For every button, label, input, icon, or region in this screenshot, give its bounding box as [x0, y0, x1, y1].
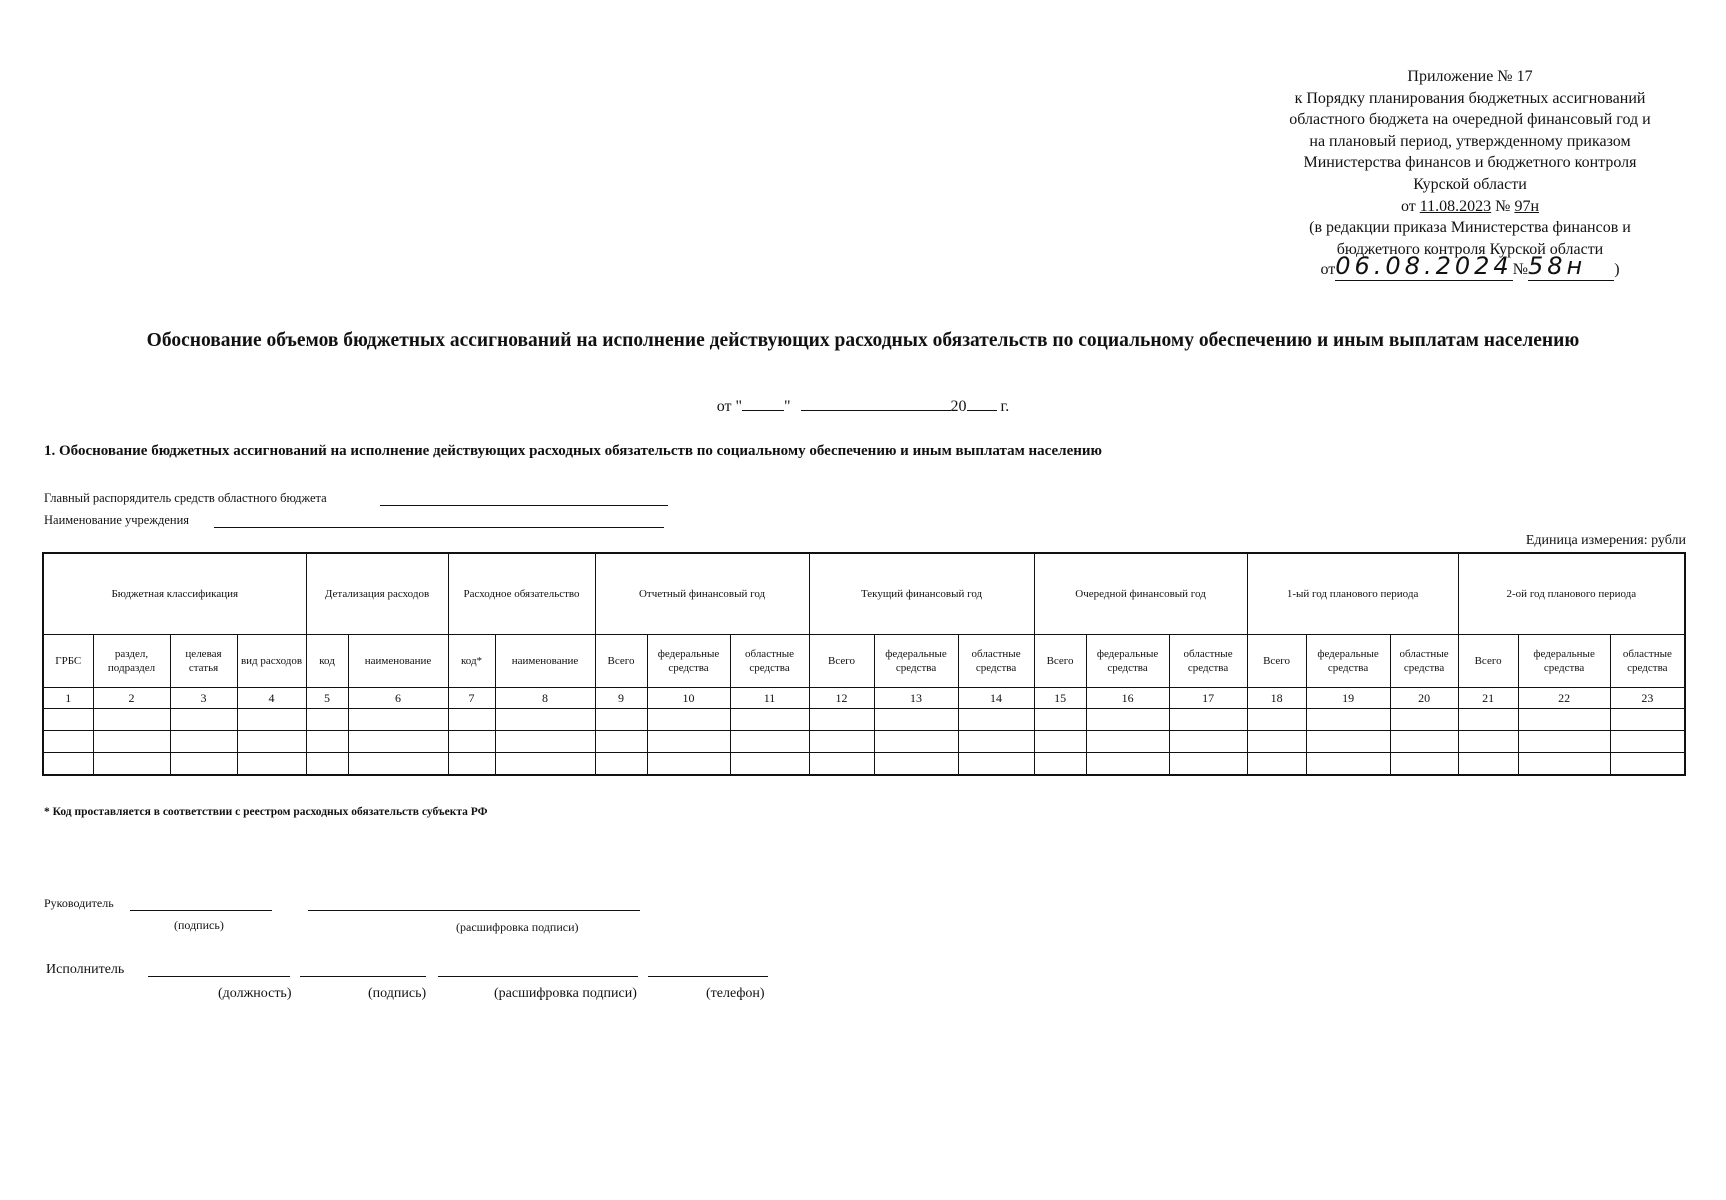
edition-number-handwritten: 58н — [1528, 252, 1614, 281]
sub-header: федеральные средства — [647, 635, 730, 688]
table-cell[interactable] — [495, 731, 595, 753]
table-cell[interactable] — [237, 709, 306, 731]
table-cell[interactable] — [170, 731, 237, 753]
table-cell[interactable] — [1034, 709, 1086, 731]
sub-header: областные средства — [1610, 635, 1685, 688]
table-cell[interactable] — [1086, 731, 1169, 753]
order-no-sign: № — [1495, 197, 1511, 215]
institution-input-line[interactable] — [214, 527, 664, 528]
exec-sign-caption: (подпись) — [368, 986, 427, 1001]
column-number: 15 — [1034, 688, 1086, 709]
year-blank[interactable] — [967, 396, 997, 411]
executor-label: Исполнитель — [46, 962, 125, 977]
sub-header: областные средства — [1390, 635, 1458, 688]
table-cell[interactable] — [647, 709, 730, 731]
table-cell[interactable] — [595, 731, 647, 753]
table-cell[interactable] — [1390, 731, 1458, 753]
sub-header: наименование — [495, 635, 595, 688]
table-cell[interactable] — [1458, 753, 1518, 776]
institution-field — [44, 513, 189, 528]
table-cell[interactable] — [1086, 753, 1169, 776]
column-number: 20 — [1390, 688, 1458, 709]
table-cell[interactable] — [495, 709, 595, 731]
sub-header: вид расходов — [237, 635, 306, 688]
sub-header: целевая статья — [170, 635, 237, 688]
table-cell[interactable] — [43, 753, 93, 776]
group-header: Текущий финансовый год — [809, 553, 1034, 635]
unit-label: Единица измерения: рубли — [1525, 533, 1686, 548]
column-number: 19 — [1306, 688, 1390, 709]
year-prefix: 20 — [950, 398, 967, 415]
table-cell[interactable] — [958, 709, 1034, 731]
table-cell[interactable] — [874, 731, 958, 753]
column-number: 3 — [170, 688, 237, 709]
column-number: 21 — [1458, 688, 1518, 709]
table-cell[interactable] — [1610, 709, 1685, 731]
table-cell[interactable] — [1518, 709, 1610, 731]
exec-phone-caption: (телефон) — [706, 986, 765, 1001]
column-number: 11 — [730, 688, 809, 709]
table-cell[interactable] — [495, 753, 595, 776]
column-number: 18 — [1247, 688, 1306, 709]
column-number: 9 — [595, 688, 647, 709]
table-cell[interactable] — [348, 753, 448, 776]
grbs-input-line[interactable] — [380, 505, 668, 506]
institution-label: Наименование учреждения — [44, 513, 190, 527]
table-cell[interactable] — [874, 709, 958, 731]
order-reference — [1240, 196, 1700, 218]
table-cell[interactable] — [170, 753, 237, 776]
date-suffix: г. — [1000, 398, 1010, 415]
table-cell[interactable] — [170, 709, 237, 731]
table-cell[interactable] — [730, 709, 809, 731]
appendix-line: областного бюджета на очередной финансовый год и — [1289, 111, 1651, 129]
order-number: 97н — [1514, 197, 1539, 215]
table-cell[interactable] — [348, 731, 448, 753]
sub-header: Всего — [595, 635, 647, 688]
table-row — [43, 753, 1685, 776]
table-cell[interactable] — [237, 753, 306, 776]
table-row — [43, 731, 1685, 753]
head-label: Руководитель — [44, 896, 114, 910]
sub-header: федеральные средства — [1518, 635, 1610, 688]
group-header: 1-ый год планового периода — [1247, 553, 1458, 635]
day-blank[interactable] — [742, 396, 784, 411]
date-line — [0, 396, 1726, 416]
table-cell[interactable] — [1610, 731, 1685, 753]
sub-header: Всего — [809, 635, 874, 688]
table-cell[interactable] — [730, 731, 809, 753]
group-header: Бюджетная классификация — [43, 553, 306, 635]
edition-date-handwritten: 06.08.2024 — [1335, 252, 1513, 281]
edition-line: (в редакции приказа Министерства финансов и — [1309, 219, 1631, 237]
table-cell[interactable] — [1458, 731, 1518, 753]
month-blank[interactable] — [801, 396, 951, 411]
table-cell[interactable] — [1458, 709, 1518, 731]
table-cell[interactable] — [1034, 753, 1086, 776]
table-cell[interactable] — [647, 753, 730, 776]
group-header: Отчетный финансовый год — [595, 553, 809, 635]
table-cell[interactable] — [809, 731, 874, 753]
column-number: 14 — [958, 688, 1034, 709]
table-cell[interactable] — [306, 753, 348, 776]
exec-position-line[interactable] — [148, 976, 290, 977]
sub-header: наименование — [348, 635, 448, 688]
group-header-row — [43, 553, 1685, 635]
date-prefix: от " — [716, 398, 742, 415]
appendix-block — [1240, 66, 1700, 281]
order-prefix: от — [1400, 197, 1416, 215]
table-cell[interactable] — [958, 753, 1034, 776]
table-cell[interactable] — [448, 731, 495, 753]
appendix-line: Приложение № 17 — [1407, 68, 1533, 85]
table-cell[interactable] — [43, 731, 93, 753]
table-cell[interactable] — [1169, 709, 1247, 731]
table-cell[interactable] — [809, 753, 874, 776]
table-cell[interactable] — [1306, 731, 1390, 753]
table-cell[interactable] — [1247, 709, 1306, 731]
table-cell[interactable] — [595, 709, 647, 731]
table-cell[interactable] — [1518, 753, 1610, 776]
table-cell[interactable] — [1169, 731, 1247, 753]
edition-line: бюджетного контроля Курской области — [1336, 240, 1604, 258]
column-number: 8 — [495, 688, 595, 709]
sub-header: раздел, подраздел — [93, 635, 170, 688]
document-title: Обоснование объемов бюджетных ассигнований на исполнение действующих расходных обязательств по социальному обеспечению и иным выплатам населению — [146, 330, 1580, 351]
table-cell[interactable] — [1390, 753, 1458, 776]
sub-header: областные средства — [730, 635, 809, 688]
table-cell[interactable] — [93, 709, 170, 731]
table-cell[interactable] — [809, 709, 874, 731]
order-date: 11.08.2023 — [1419, 197, 1492, 215]
sub-header: областные средства — [958, 635, 1034, 688]
table-cell[interactable] — [1518, 731, 1610, 753]
sub-header: федеральные средства — [874, 635, 958, 688]
grbs-field — [44, 491, 327, 506]
exec-decode-caption: (расшифровка подписи) — [494, 986, 637, 1001]
column-number: 1 — [43, 688, 93, 709]
appendix-line: на плановый период, утвержденному приказом — [1309, 132, 1631, 150]
exec-decode-line[interactable] — [438, 976, 638, 977]
grbs-label: Главный распорядитель средств областного бюджета — [44, 491, 327, 505]
exec-phone-line[interactable] — [648, 976, 768, 977]
table-cell[interactable] — [348, 709, 448, 731]
table-cell[interactable] — [306, 731, 348, 753]
group-header: Очередной финансовый год — [1034, 553, 1247, 635]
table-cell[interactable] — [448, 753, 495, 776]
sub-header: федеральные средства — [1306, 635, 1390, 688]
table-cell[interactable] — [958, 731, 1034, 753]
table-cell[interactable] — [1306, 709, 1390, 731]
edition-prefix: от — [1320, 261, 1336, 279]
sub-header: код — [306, 635, 348, 688]
head-sign-caption: (подпись) — [174, 918, 224, 932]
edition-no-sign: № — [1512, 261, 1528, 279]
column-number: 23 — [1610, 688, 1685, 709]
section-title: 1. Обоснование бюджетных ассигнований на исполнение действующих расходных обязательств по социальному обеспечению и иным выплатам населению — [44, 443, 1102, 459]
table-row — [43, 709, 1685, 731]
table-cell[interactable] — [647, 731, 730, 753]
sub-header: Всего — [1034, 635, 1086, 688]
table-cell[interactable] — [1034, 731, 1086, 753]
column-number: 10 — [647, 688, 730, 709]
table-cell[interactable] — [93, 753, 170, 776]
column-number: 12 — [809, 688, 874, 709]
table-cell[interactable] — [1610, 753, 1685, 776]
sub-header: код* — [448, 635, 495, 688]
head-decode-line[interactable] — [308, 910, 640, 911]
appendix-line: к Порядку планирования бюджетных ассигнований — [1294, 89, 1646, 107]
sub-header: ГРБС — [43, 635, 93, 688]
sub-header: федеральные средства — [1086, 635, 1169, 688]
table-cell[interactable] — [1086, 709, 1169, 731]
column-number: 5 — [306, 688, 348, 709]
edition-reference — [1240, 252, 1700, 281]
table-cell[interactable] — [43, 709, 93, 731]
column-number: 22 — [1518, 688, 1610, 709]
column-number: 17 — [1169, 688, 1247, 709]
appendix-line: Курской области — [1413, 175, 1527, 193]
table-cell[interactable] — [1306, 753, 1390, 776]
table-cell[interactable] — [1390, 709, 1458, 731]
footnote: * Код проставляется в соответствии с реестром расходных обязательств субъекта РФ — [44, 806, 488, 818]
appropriations-table — [42, 552, 1686, 776]
head-sign-line[interactable] — [130, 910, 272, 911]
column-number-row — [43, 688, 1685, 709]
column-number: 4 — [237, 688, 306, 709]
exec-sign-line[interactable] — [300, 976, 426, 977]
head-decode-caption: (расшифровка подписи) — [456, 920, 579, 934]
sub-header: Всего — [1247, 635, 1306, 688]
column-number: 2 — [93, 688, 170, 709]
sub-header: областные средства — [1169, 635, 1247, 688]
group-header: 2-ой год планового периода — [1458, 553, 1685, 635]
group-header: Расходное обязательство — [448, 553, 595, 635]
table-cell[interactable] — [595, 753, 647, 776]
table-cell[interactable] — [237, 731, 306, 753]
column-number: 7 — [448, 688, 495, 709]
group-header: Детализация расходов — [306, 553, 448, 635]
table-cell[interactable] — [1247, 753, 1306, 776]
appendix-line: Министерства финансов и бюджетного контроля — [1303, 154, 1637, 172]
sub-header-row — [43, 635, 1685, 688]
date-quote-close: " — [784, 398, 791, 415]
table-cell[interactable] — [730, 753, 809, 776]
edition-close: ) — [1614, 261, 1620, 279]
sub-header: Всего — [1458, 635, 1518, 688]
column-number: 16 — [1086, 688, 1169, 709]
table-cell[interactable] — [93, 731, 170, 753]
table-cell[interactable] — [1169, 753, 1247, 776]
table-cell[interactable] — [874, 753, 958, 776]
table-cell[interactable] — [1247, 731, 1306, 753]
table-cell[interactable] — [448, 709, 495, 731]
table-cell[interactable] — [306, 709, 348, 731]
column-number: 6 — [348, 688, 448, 709]
column-number: 13 — [874, 688, 958, 709]
exec-position-caption: (должность) — [218, 986, 292, 1001]
